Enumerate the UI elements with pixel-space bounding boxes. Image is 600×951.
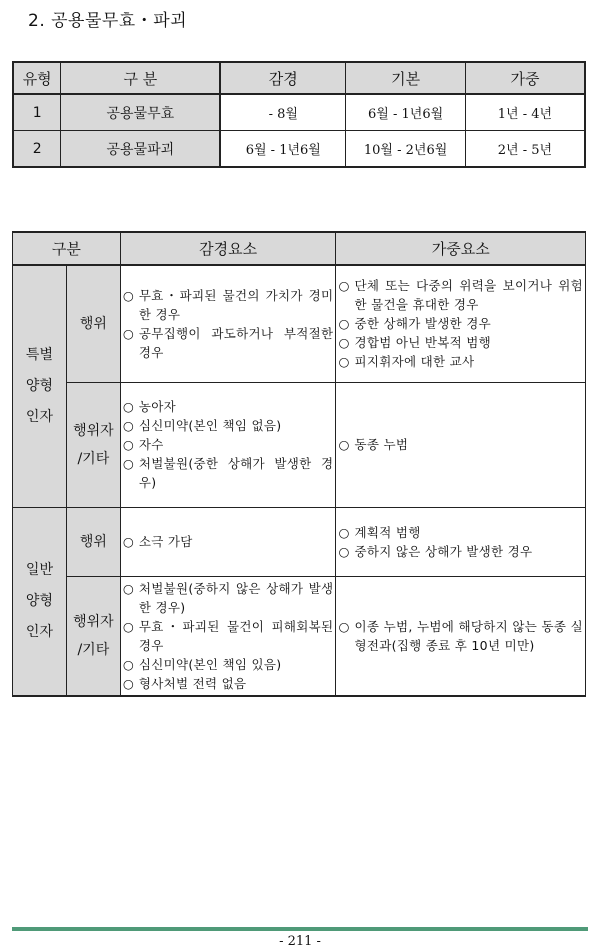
list-item-text: 이종 누범, 누범에 해당하지 않는 동종 실형전과(집행 종료 후 10년 미만) — [354, 618, 583, 653]
list-item — [123, 435, 334, 454]
list-item — [338, 435, 583, 454]
list-item — [123, 674, 334, 693]
header-type: 유형 — [13, 62, 61, 94]
circle-bullet-icon: ○ — [122, 325, 135, 341]
circle-bullet-icon: ○ — [338, 524, 350, 540]
list-item-text: 공무집행이 과도하거나 부적절한 경우 — [138, 325, 334, 360]
general-act-reduce-list — [120, 507, 336, 576]
row-number: 1 — [13, 94, 61, 131]
list-item-text: 자수 — [138, 437, 164, 452]
list-item-text: 무효・파괴된 물건의 가치가 경미한 경우 — [138, 287, 334, 322]
special-act-reduce-list — [120, 265, 336, 382]
circle-bullet-icon: ○ — [338, 316, 350, 332]
special-actor-reduce-list — [120, 382, 336, 507]
list-item-text: 피지휘자에 대한 교사 — [354, 354, 475, 370]
list-item-text: 중한 상해가 발생한 경우 — [354, 316, 492, 332]
circle-bullet-icon: ○ — [122, 618, 135, 634]
row-aggravate: 1년 - 4년 — [465, 94, 585, 131]
circle-bullet-icon: ○ — [338, 354, 350, 370]
special-factors-label: 특별 양형 인자 — [13, 265, 67, 507]
row-name: 공용물파괴 — [61, 131, 220, 168]
list-item — [123, 532, 334, 551]
list-item — [123, 286, 334, 324]
special-actor-label: 행위자 /기타 — [66, 382, 120, 507]
general-actor-label: 행위자 /기타 — [66, 576, 120, 696]
general-actor-aggravate-list — [336, 576, 586, 696]
list-item-text: 무효・파괴된 물건이 피해회복된 경우 — [138, 618, 334, 653]
circle-bullet-icon: ○ — [338, 278, 350, 294]
row-basic: 6월 - 1년6월 — [346, 94, 466, 131]
list-item-text: 처벌불원(중한 상해가 발생한 경우) — [138, 456, 334, 490]
special-actor-aggravate-list — [336, 382, 586, 507]
list-item — [338, 314, 583, 333]
table-row — [13, 131, 585, 168]
list-item-text: 농아자 — [138, 399, 176, 414]
list-item-text: 심신미약(본인 책임 없음) — [138, 418, 282, 433]
list-item — [338, 617, 583, 655]
general-act-label: 행위 — [66, 507, 120, 576]
footer-divider — [12, 927, 588, 931]
list-item — [123, 579, 334, 617]
header-category: 구 분 — [61, 62, 220, 94]
general-factors-label: 일반 양형 인자 — [13, 507, 67, 696]
list-item-text: 경합범 아닌 반복적 범행 — [354, 335, 492, 351]
circle-bullet-icon: ○ — [122, 437, 135, 452]
header-aggravate-factors: 가중요소 — [336, 232, 586, 265]
row-name: 공용물무효 — [61, 94, 220, 131]
circle-bullet-icon: ○ — [122, 418, 135, 433]
list-item — [123, 416, 334, 435]
row-aggravate: 2년 - 5년 — [465, 131, 585, 168]
circle-bullet-icon: ○ — [122, 534, 135, 549]
sentencing-factors-table — [12, 231, 586, 697]
circle-bullet-icon: ○ — [338, 618, 350, 634]
list-item-text: 형사처벌 전력 없음 — [138, 675, 247, 691]
list-item — [123, 324, 334, 362]
header-category: 구분 — [13, 232, 121, 265]
special-act-aggravate-list — [336, 265, 586, 382]
list-item — [123, 397, 334, 416]
circle-bullet-icon: ○ — [122, 399, 135, 414]
general-act-aggravate-list — [336, 507, 586, 576]
list-item-text: 소극 가담 — [138, 534, 193, 549]
header-reduce: 감경 — [220, 62, 346, 94]
list-item — [338, 352, 583, 371]
list-item-text: 단체 또는 다중의 위력을 보이거나 위험한 물건을 휴대한 경우 — [354, 278, 583, 313]
circle-bullet-icon: ○ — [122, 675, 135, 691]
header-aggravate: 가중 — [465, 62, 585, 94]
list-item — [338, 542, 583, 561]
list-item-text: 동종 누범 — [354, 437, 409, 452]
header-basic: 기본 — [346, 62, 466, 94]
list-item-text: 중하지 않은 상해가 발생한 경우 — [354, 543, 533, 559]
list-item-text: 심신미약(본인 책임 있음) — [138, 656, 282, 672]
list-item — [123, 655, 334, 674]
list-item — [123, 454, 334, 492]
list-item — [338, 333, 583, 352]
circle-bullet-icon: ○ — [122, 656, 135, 672]
row-reduce: - 8월 — [220, 94, 346, 131]
page-number: - 211 - — [279, 934, 321, 949]
section-heading: 2. 공용물무효・파괴 — [28, 11, 188, 31]
header-reduce-factors: 감경요소 — [120, 232, 336, 265]
list-item — [123, 617, 334, 655]
row-number: 2 — [13, 131, 61, 168]
list-item — [338, 276, 583, 314]
row-reduce: 6월 - 1년6월 — [220, 131, 346, 168]
sentencing-range-table — [12, 61, 586, 168]
circle-bullet-icon: ○ — [338, 437, 350, 452]
circle-bullet-icon: ○ — [122, 456, 135, 471]
row-basic: 10월 - 2년6월 — [346, 131, 466, 168]
list-item — [338, 523, 583, 542]
special-act-label: 행위 — [66, 265, 120, 382]
circle-bullet-icon: ○ — [338, 335, 350, 351]
list-item-text: 처벌불원(중하지 않은 상해가 발생한 경우) — [138, 580, 334, 615]
circle-bullet-icon: ○ — [122, 580, 135, 596]
circle-bullet-icon: ○ — [338, 543, 350, 559]
list-item-text: 계획적 범행 — [354, 524, 421, 540]
table-row — [13, 94, 585, 131]
circle-bullet-icon: ○ — [122, 287, 135, 303]
general-actor-reduce-list — [120, 576, 336, 696]
